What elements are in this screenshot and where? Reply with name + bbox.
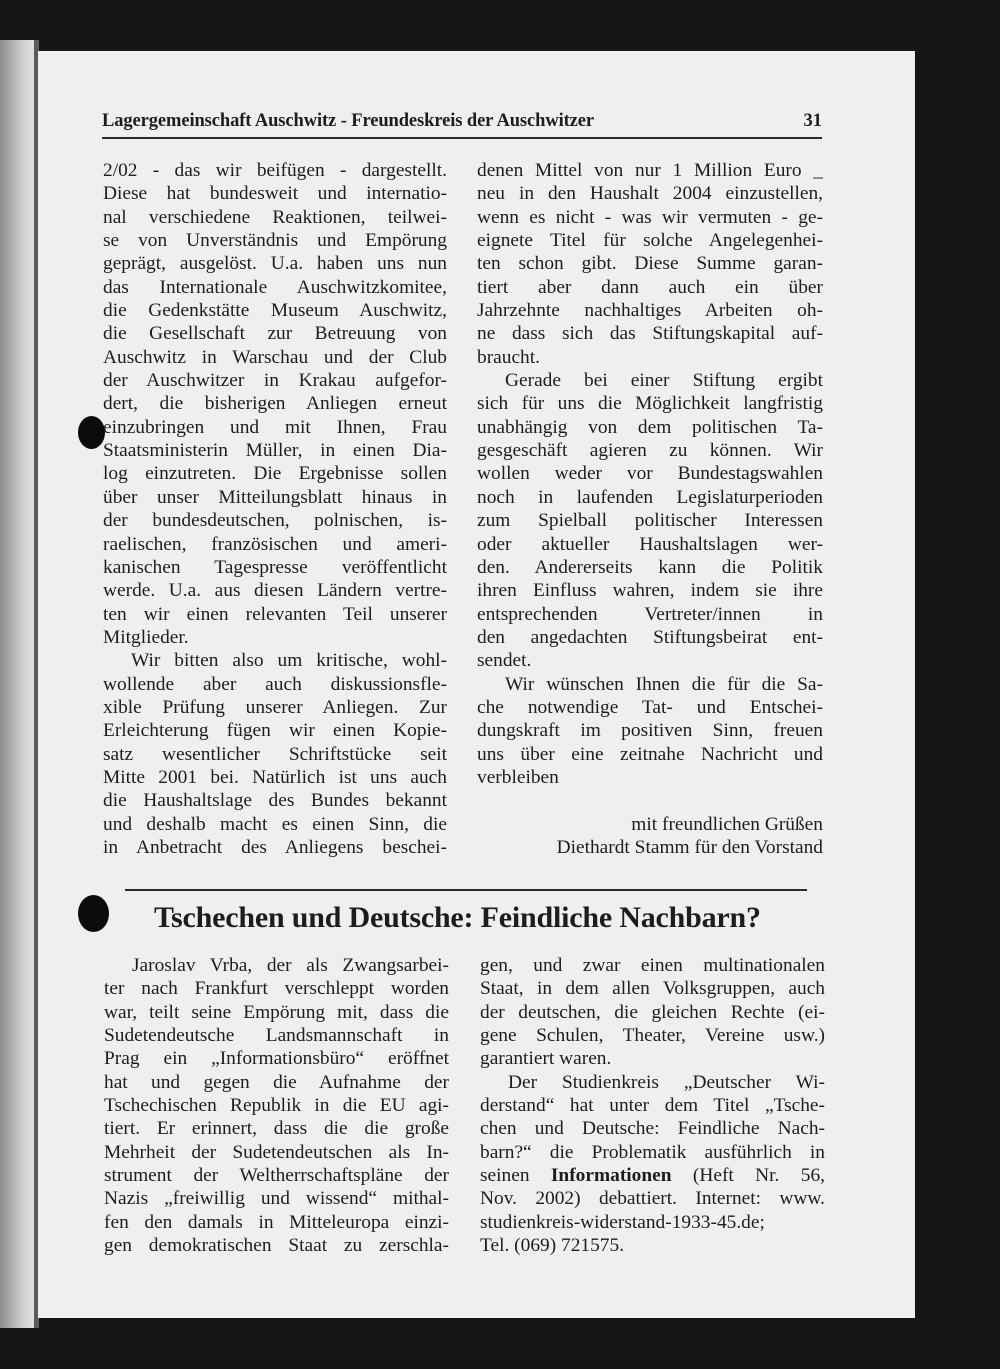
text-line: Staatsministerin Müller, in einen Dia-: [103, 440, 447, 462]
text-line: che notwendige Tat- und Entschei-: [477, 696, 823, 718]
text-line: dert, die bisherigen Anliegen erneut: [103, 393, 447, 415]
letter-left-column: [103, 159, 447, 859]
text-line: gesgeschäft agieren zu können. Wir: [477, 440, 823, 462]
text-line: hat und gegen die Aufnahme der: [104, 1071, 449, 1093]
letter-closing: mit freundlichen Grüßen: [631, 813, 823, 835]
text-line: strument der Weltherrschaftspläne der: [104, 1165, 449, 1187]
page-header: [102, 111, 822, 139]
article-left-column: [104, 954, 449, 1257]
article-headline: Tschechen und Deutsche: Feindliche Nachbarn?: [154, 901, 761, 934]
text-line: sendet.: [477, 650, 532, 672]
text-line: Wir bitten also um kritische, wohl-: [131, 650, 447, 672]
text-line: se von Unverständnis und Empörung: [103, 230, 447, 252]
text-line: tiert. Er erinnert, dass die die große: [104, 1118, 449, 1140]
previous-page-edge: [0, 40, 38, 1328]
text-line: uns über eine zeitnahe Nachricht und: [477, 743, 823, 765]
text-line: neu in den Haushalt 2004 einzustellen,: [477, 183, 823, 205]
text-line: werde. U.a. aus diesen Ländern vertre-: [103, 580, 447, 602]
text-line: die Gedenkstätte Museum Auschwitz,: [103, 300, 447, 322]
text-line: braucht.: [477, 346, 540, 368]
document-page: [38, 51, 915, 1318]
text-line: Diese hat bundesweit und internatio-: [103, 183, 447, 205]
text-line: entsprechenden Vertreter/innen in: [477, 603, 823, 625]
text-line: fen den damals in Mitteleuropa einzi-: [104, 1211, 449, 1233]
text-line: denen Mittel von nur 1 Million Euro _: [477, 160, 823, 181]
text-line: kanischen Tagespresse veröffentlicht: [103, 556, 447, 578]
text-line: Tel. (069) 721575.: [480, 1235, 625, 1257]
text-line: gen demokratischen Staat zu zerschla-: [104, 1235, 449, 1257]
text-line: raelischen, französischen und ameri-: [103, 533, 447, 555]
text-line: tiert aber dann auch ein über: [477, 276, 823, 298]
text-line: log einzutreten. Die Ergebnisse sollen: [103, 463, 447, 485]
article-right-column: [480, 954, 825, 1257]
text-line: den angedachten Stiftungsbeirat ent-: [477, 626, 823, 648]
text-line: nal verschiedene Reaktionen, teilwei-: [103, 206, 447, 228]
text-line: eignete Titel für solche Angelegenhei-: [477, 230, 823, 252]
text-line: ten wir einen relevanten Teil unserer: [103, 603, 447, 625]
text-line: der bundesdeutschen, polnischen, is-: [103, 510, 447, 532]
text-line: gen, und zwar einen multinationalen: [480, 955, 825, 976]
text-line: Nov. 2002) debattiert. Internet: www.: [480, 1188, 825, 1210]
letter-signature: Diethardt Stamm für den Vorstand: [556, 836, 823, 858]
text-line: ten schon gibt. Diese Summe garan-: [477, 253, 823, 275]
text-line: Erleichterung fügen wir einen Kopie-: [103, 720, 447, 742]
text-line: Jahrzehnte nachhaltiges Arbeiten oh-: [477, 300, 823, 322]
text-line: die Gesellschaft zur Betreuung von: [103, 323, 447, 345]
publication-title: Informationen: [550, 1165, 672, 1187]
text-line: Auschwitz in Warschau und der Club: [103, 346, 447, 368]
text-line: das Internationale Auschwitzkomitee,: [103, 276, 447, 298]
text-line: die Haushaltslage des Bundes bekannt: [103, 790, 447, 812]
text-line: geprägt, ausgelöst. U.a. haben uns nun: [103, 253, 447, 275]
text-line: Nazis „freiwillig und wissend“ mithal-: [104, 1188, 449, 1210]
text-line: ne dass sich das Stiftungskapital auf-: [477, 323, 823, 345]
text-fragment: seinen: [480, 1165, 551, 1187]
text-line: Jaroslav Vrba, der als Zwangsarbei-: [132, 955, 449, 976]
text-line: in Anbetracht des Anliegens beschei-: [103, 836, 447, 858]
text-line: war, teilt seine Empörung mit, dass die: [104, 1001, 449, 1023]
text-line: xible Prüfung unserer Anliegen. Zur: [103, 696, 447, 718]
text-line: garantiert waren.: [480, 1048, 612, 1070]
header-title: Lagergemeinschaft Auschwitz - Freundeskreis der Auschwitzer: [102, 111, 595, 131]
text-line: derstand“ hat unter dem Titel „Tsche-: [480, 1095, 825, 1117]
text-line: oder aktueller Haushaltslagen wer-: [477, 533, 823, 555]
text-line: über unser Mitteilungsblatt hinaus in: [103, 486, 447, 508]
text-line: dungskraft im positiven Sinn, freuen: [477, 720, 823, 742]
text-line: chen und Deutsche: Feindliche Nach-: [480, 1118, 825, 1140]
text-line: gene Schulen, Theater, Vereine usw.): [480, 1025, 825, 1047]
section-divider: [125, 889, 807, 891]
text-line: wenn es nicht - was wir vermuten - ge-: [477, 206, 823, 228]
text-fragment: (Heft Nr. 56,: [671, 1165, 825, 1187]
text-line: studienkreis-widerstand-1933-45.de;: [480, 1211, 765, 1233]
text-line: Sudetendeutsche Landsmannschaft in: [104, 1025, 449, 1047]
text-line: barn?“ die Problematik ausführlich in: [480, 1141, 825, 1163]
punch-hole-top: [78, 416, 105, 449]
text-line: Mehrheit der Sudetendeutschen als In-: [104, 1141, 449, 1163]
text-line: 2/02 - das wir beifügen - dargestellt.: [103, 160, 447, 181]
text-line: Tschechischen Republik in die EU agi-: [104, 1095, 449, 1117]
spacer: [477, 789, 823, 812]
text-line: und deshalb macht es einen Sinn, die: [103, 813, 447, 835]
text-line: Wir wünschen Ihnen die für die Sa-: [505, 673, 823, 695]
text-line: Staat, in dem allen Volksgruppen, auch: [480, 978, 825, 1000]
text-line: Mitglieder.: [103, 626, 189, 648]
text-line: Gerade bei einer Stiftung ergibt: [505, 370, 823, 392]
text-line: der Auschwitzer in Krakau aufgefor-: [103, 370, 447, 392]
text-line: sich für uns die Möglichkeit langfristig: [477, 393, 823, 415]
text-line: Prag ein „Informationsbüro“ eröffnet: [104, 1048, 449, 1070]
text-line: zum Spielball politischer Interessen: [477, 510, 823, 532]
text-line: einzubringen und mit Ihnen, Frau: [103, 416, 447, 438]
punch-hole-bottom: [78, 895, 109, 932]
text-line: verbleiben: [477, 766, 559, 788]
text-line-with-bold: [480, 1164, 825, 1187]
text-line: satz wesentlicher Schriftstücke seit: [103, 743, 447, 765]
text-line: wollende aber auch diskussionsfle-: [103, 673, 447, 695]
text-line: wollen weder vor Bundestagswahlen: [477, 463, 823, 485]
text-line: der deutschen, die gleichen Rechte (ei-: [480, 1001, 825, 1023]
text-line: ihren Einfluss wahren, indem sie ihre: [477, 580, 823, 602]
text-line: Der Studienkreis „Deutscher Wi-: [508, 1071, 825, 1093]
text-line: noch in laufenden Legislaturperioden: [477, 486, 823, 508]
letter-right-column: [477, 159, 823, 859]
text-line: Mitte 2001 bei. Natürlich ist uns auch: [103, 766, 447, 788]
text-line: ter nach Frankfurt verschleppt worden: [104, 978, 449, 1000]
page-number: 31: [803, 111, 822, 131]
text-line: unabhängig von dem politischen Ta-: [477, 416, 823, 438]
text-line: den. Andererseits kann die Politik: [477, 556, 823, 578]
